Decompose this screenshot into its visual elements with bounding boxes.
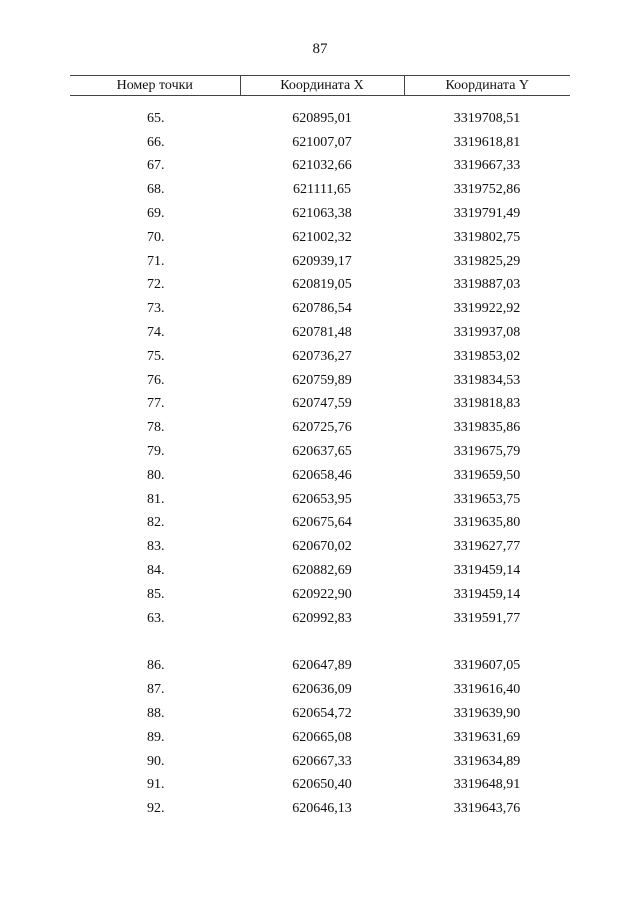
coordinate-x-cell: 620665,08	[292, 729, 352, 745]
table-row	[70, 750, 570, 774]
point-number-cell: 68.	[147, 182, 165, 198]
table-row	[70, 559, 570, 583]
table-row	[70, 131, 570, 155]
page-number: 87	[312, 41, 328, 57]
coordinate-y-cell: 3319627,77	[453, 539, 521, 555]
table-row	[70, 535, 570, 559]
point-number-cell: 74.	[147, 325, 165, 341]
coordinate-y-cell: 3319631,69	[453, 729, 521, 745]
coordinate-x-cell: 620637,65	[292, 444, 352, 460]
coordinate-y-cell: 3319825,29	[453, 253, 521, 269]
table-row	[70, 393, 570, 417]
coordinate-x-cell: 620819,05	[292, 277, 352, 293]
coordinate-y-cell: 3319834,53	[453, 372, 521, 388]
point-number-cell: 65.	[147, 110, 165, 126]
coordinate-x-cell: 620736,27	[292, 348, 352, 364]
point-number-cell: 77.	[147, 396, 165, 412]
coordinate-x-cell: 621007,07	[292, 134, 352, 150]
coordinate-x-cell: 620667,33	[292, 753, 352, 769]
point-number-cell: 71.	[147, 253, 165, 269]
point-number-cell: 89.	[147, 729, 165, 745]
coordinate-y-cell: 3319708,51	[453, 110, 521, 126]
point-number-cell: 88.	[147, 706, 165, 722]
coordinate-x-cell: 620939,17	[292, 253, 352, 269]
point-number-cell: 91.	[147, 777, 165, 793]
coordinate-y-cell: 3319639,90	[453, 706, 521, 722]
coordinate-y-cell: 3319818,83	[453, 396, 521, 412]
point-number-cell: 81.	[147, 491, 165, 507]
header-point-number: Номер точки	[70, 76, 240, 96]
table-top-spacer	[70, 96, 570, 108]
table-row	[70, 774, 570, 798]
coordinate-y-cell: 3319802,75	[453, 229, 521, 245]
table-row	[70, 274, 570, 298]
table-row	[70, 797, 570, 821]
point-number-cell: 82.	[147, 515, 165, 531]
point-number-cell: 67.	[147, 158, 165, 174]
table-row	[70, 107, 570, 131]
point-number-cell: 86.	[147, 658, 165, 674]
table-row	[70, 464, 570, 488]
coordinate-x-cell: 620725,76	[292, 420, 352, 436]
table-body	[70, 96, 570, 822]
coordinate-y-cell: 3319791,49	[453, 206, 521, 222]
coordinate-x-cell: 620747,59	[292, 396, 352, 412]
point-number-cell: 84.	[147, 563, 165, 579]
coordinate-y-cell: 3319835,86	[453, 420, 521, 436]
coordinate-y-cell: 3319459,14	[453, 563, 521, 579]
coordinate-x-cell: 620646,13	[292, 801, 352, 817]
table-row	[70, 226, 570, 250]
point-number-cell: 69.	[147, 206, 165, 222]
coordinate-x-cell: 620895,01	[292, 110, 352, 126]
coordinate-y-cell: 3319634,89	[453, 753, 521, 769]
coordinate-y-cell: 3319937,08	[453, 325, 521, 341]
point-number-cell: 92.	[147, 801, 165, 817]
coordinate-x-cell: 620759,89	[292, 372, 352, 388]
coordinate-x-cell: 620653,95	[292, 491, 352, 507]
table-row	[70, 607, 570, 631]
coordinate-y-cell: 3319618,81	[453, 134, 521, 150]
coordinates-table	[70, 75, 570, 821]
point-number-cell: 78.	[147, 420, 165, 436]
point-number-cell: 75.	[147, 348, 165, 364]
point-number-cell: 66.	[147, 134, 165, 150]
coordinate-x-cell: 620882,69	[292, 563, 352, 579]
point-number-cell: 79.	[147, 444, 165, 460]
table-row	[70, 583, 570, 607]
point-number-cell: 83.	[147, 539, 165, 555]
coordinate-x-cell: 620654,72	[292, 706, 352, 722]
coordinate-x-cell: 620992,83	[292, 610, 352, 626]
point-number-cell: 90.	[147, 753, 165, 769]
coordinate-x-cell: 621063,38	[292, 206, 352, 222]
point-number-cell: 63.	[147, 610, 165, 626]
coordinate-x-cell: 620658,46	[292, 467, 352, 483]
coordinate-y-cell: 3319667,33	[453, 158, 521, 174]
coordinate-x-cell: 621002,32	[292, 229, 352, 245]
table-row	[70, 369, 570, 393]
table-row	[70, 250, 570, 274]
coordinate-x-cell: 620675,64	[292, 515, 352, 531]
table-row	[70, 416, 570, 440]
point-number-cell: 80.	[147, 467, 165, 483]
table-row	[70, 202, 570, 226]
table-row	[70, 488, 570, 512]
header-coordinate-x: Координата X	[240, 76, 404, 96]
point-number-cell: 87.	[147, 682, 165, 698]
coordinate-y-cell: 3319635,80	[453, 515, 521, 531]
table-row	[70, 702, 570, 726]
table-row	[70, 155, 570, 179]
table-row	[70, 655, 570, 679]
point-number-cell: 72.	[147, 277, 165, 293]
coordinate-x-cell: 620922,90	[292, 586, 352, 602]
table-row	[70, 345, 570, 369]
coordinate-x-cell: 620636,09	[292, 682, 352, 698]
group-separator	[70, 631, 570, 655]
coordinate-x-cell: 620786,54	[292, 301, 352, 317]
table-top-spacer-cell	[70, 96, 570, 108]
table-row	[70, 440, 570, 464]
coordinate-x-cell: 620670,02	[292, 539, 352, 555]
table-row	[70, 178, 570, 202]
table-row	[70, 678, 570, 702]
point-number-cell: 85.	[147, 586, 165, 602]
coordinate-x-cell: 621111,65	[293, 182, 351, 198]
coordinate-y-cell: 3319459,14	[453, 586, 521, 602]
coordinate-y-cell: 3319675,79	[453, 444, 521, 460]
coordinate-x-cell: 620647,89	[292, 658, 352, 674]
coordinate-x-cell: 621032,66	[292, 158, 352, 174]
table-row	[70, 512, 570, 536]
header-coordinate-y: Координата Y	[404, 76, 570, 96]
table-row	[70, 297, 570, 321]
coordinate-y-cell: 3319853,02	[453, 348, 521, 364]
coordinate-y-cell: 3319607,05	[453, 658, 521, 674]
coordinate-x-cell: 620650,40	[292, 777, 352, 793]
table-row	[70, 726, 570, 750]
coordinate-y-cell: 3319616,40	[453, 682, 521, 698]
point-number-cell: 73.	[147, 301, 165, 317]
table-row	[70, 321, 570, 345]
coordinate-y-cell: 3319659,50	[453, 467, 521, 483]
coordinate-y-cell: 3319648,91	[453, 777, 521, 793]
coordinate-y-cell: 3319887,03	[453, 277, 521, 293]
coordinate-y-cell: 3319591,77	[453, 610, 521, 626]
table-header-row	[70, 76, 570, 96]
coordinate-y-cell: 3319643,76	[453, 801, 521, 817]
point-number-cell: 70.	[147, 229, 165, 245]
group-separator-cell	[70, 631, 570, 655]
coordinate-x-cell: 620781,48	[292, 325, 352, 341]
point-number-cell: 76.	[147, 372, 165, 388]
coordinate-y-cell: 3319653,75	[453, 491, 521, 507]
coordinate-y-cell: 3319752,86	[453, 182, 521, 198]
coordinate-y-cell: 3319922,92	[453, 301, 521, 317]
